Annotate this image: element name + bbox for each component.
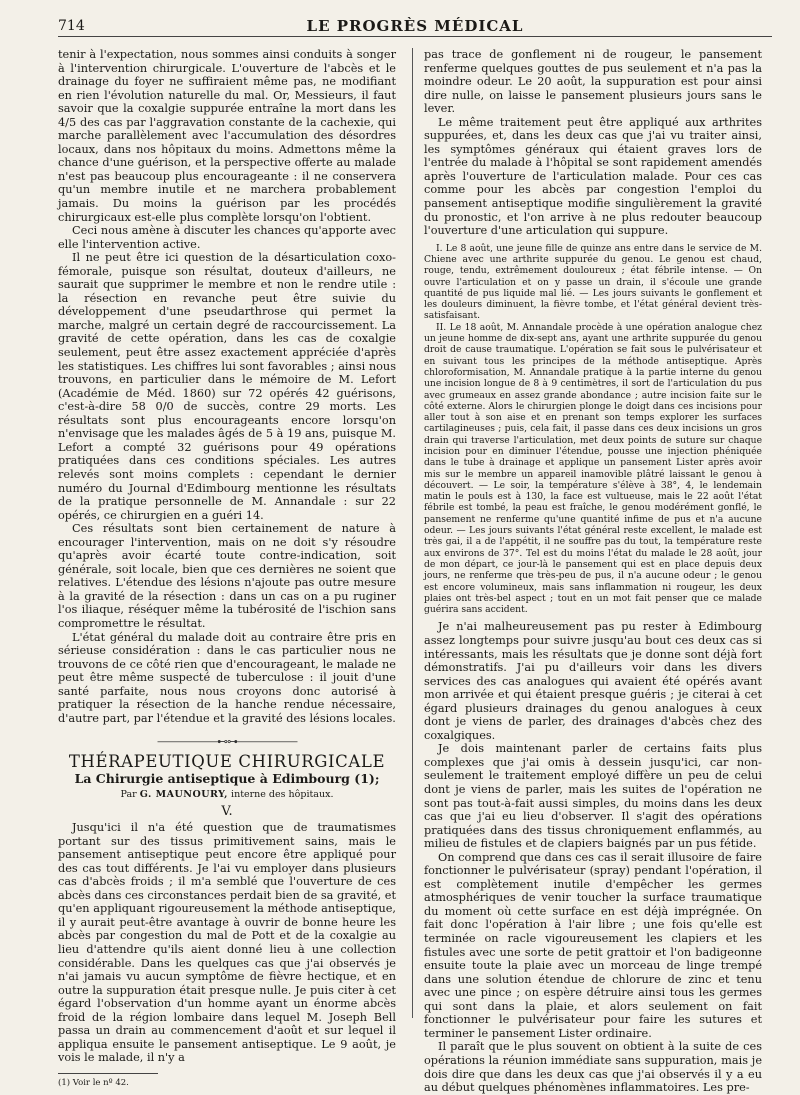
left-column bbox=[58, 48, 396, 1090]
paragraph: tenir à l'expectation, nous sommes ainsi conduits à songer à l'intervention chirurgicale. L'ouverture de l'abcès et le drainage du foyer ne suffiraient même pas, ne modifiant en rien l'évolution naturelle du mal. Or, Messieurs, il faut savoir que la coxalgie suppurée entraîne la mort dans les 4/5 des cas par l'aggravation constante de la cachexie, qui marche parallèlement avec l'accumulation des désordres locaux, dans nos hôpitaux du moins. Admettons même la chance d'une guérison, et la perspective offerte au malade n'est pas beaucoup plus encourageante : il ne conservera qu'un membre inutile et ne marchera probablement jamais. Du moins la guérison par les procédés chirurgicaux est-elle plus complète lorsqu'on l'obtient. bbox=[58, 48, 396, 224]
journal-title: LE PROGRÈS MÉDICAL bbox=[306, 17, 524, 35]
paragraph: pas trace de gonflement ni de rougeur, le pansement renferme quelques gouttes de pus seulement et n'a pas la moindre odeur. Le 20 août, la suppuration est pour ainsi dire nulle, on laisse le pansement plusieurs jours sans le lever. bbox=[424, 48, 762, 116]
footnote: (1) Voir le nº 42. bbox=[58, 1077, 129, 1088]
paragraph: Je n'ai malheureusement pas pu rester à Edimbourg assez longtemps pour suivre jusqu'au bout ces deux cas si intéressants, mais les résultats que je donne sont déjà fort démonstratifs. J'ai pu d'ailleurs voir dans les divers services des cas analogues qui avaient été opérés avant mon arrivée et qui étaient presque guéris ; je citerai à cet égard plusieurs drainages du genou analogues à ceux dont je viens de parler, des drainages d'abcès chez des coxalgiques. bbox=[424, 620, 762, 742]
observation: I. Le 8 août, une jeune fille de quinze ans entre dans le service de M. Chiene avec une arthrite suppurée du genou. Le genou est chaud, rouge, tendu, extrêmement douloureux ; état fébrile intense. — On ouvre l'articulation et on y passe un drain, il s'écoule une grande quantité de pus liquide mal lié. — Les jours suivants le gonflement et les douleurs diminuent, la fièvre tombe, et l'état général devient très-satisfaisant. bbox=[424, 242, 762, 322]
paragraph: Le même traitement peut être appliqué aux arthrites suppurées, et, dans les deux cas que j'ai vu traiter ainsi, les symptômes généraux qui étaient graves lors de l'entrée du malade à l'hôpital se sont rapidement amendés après l'ouverture de l'articulation malade. Pour ces cas comme pour les abcès par congestion l'emploi du pansement antiseptique modifie singulièrement la gravité du pronostic, et l'on arrive à ne plus redouter beaucoup l'ouverture d'une articulation qui suppure. bbox=[424, 115, 762, 238]
byline bbox=[58, 788, 396, 802]
paragraph: On comprend que dans ces cas il serait illusoire de faire fonctionner le pulvérisateur (spray) pendant l'opération, il est complètement inutile d'empêcher les germes atmosphériques de venir toucher la surface traumatique du moment où cette surface en est déjà imprégnée. On fait donc l'opération à l'air libre ; une fois qu'elle est terminée on racle vigoureusement les clapiers et les fistules avec une sorte de petit grattoir et l'on badigeonne ensuite toute la plaie avec un morceau de linge trempé dans une solution étendue de chlorure de zinc et tenu avec une pince ; on espère détruire ainsi tous les germes qui sont dans la plaie, et alors seulement on fait fonctionner le pulvérisateur pour faire les sutures et terminer le pansement Lister ordinaire. bbox=[424, 850, 762, 1040]
part-number: V. bbox=[221, 803, 233, 819]
right-column bbox=[424, 48, 762, 1095]
byline-suffix: interne des hôpitaux. bbox=[231, 788, 334, 800]
page-number: 714 bbox=[58, 18, 85, 34]
article-title-text: La Chirurgie antiseptique à Edimbourg bbox=[74, 771, 350, 787]
paragraph: Ces résultats sont bien certainement de nature à encourager l'intervention, mais on ne doit s'y résoudre qu'après avoir écarté toute contre-indication, soit générale, soit locale, bien que ces dernières ne soient que relatives. L'étendue des lésions n'ajoute pas outre mesure à la gravité de la résection : dans un cas on a pu ruginer l'os iliaque, réséquer même la tubérosité de l'ischion sans compromettre le résultat. bbox=[58, 522, 396, 630]
column-divider bbox=[412, 48, 413, 1018]
paragraph: Jusqu'ici il n'a été question que de traumatismes portant sur des tissus primitivement sains, mais le pansement antiseptique peut encore être appliqué pour des cas tout différents. Je l'ai vu employer dans plusieurs cas d'abcès froids ; il m'a semblé que l'ouverture de ces abcès dans ces circonstances perdait bien de sa gravité, et qu'en appliquant rigoureusement la méthode antiseptique, il y aurait peut-être avantage à ouvrir de bonne heure les abcès par congestion du mal de Pott et de la coxalgie au lieu d'attendre qu'ils aient donné lieu à une collection considérable. Dans les quelques cas que j'ai observés je n'ai jamais vu aucun symptôme de fièvre hectique, et en outre la suppuration était presque nulle. Je puis citer à cet égard l'observation d'un homme ayant un énorme abcès froid de la région lombaire dans lequel M. Joseph Bell passa un drain au commencement d'août et sur lequel il appliqua ensuite le pansement antiseptique. Le 9 août, je vois le malade, il n'y a bbox=[58, 821, 396, 1065]
footnote-marker: (1); bbox=[354, 771, 380, 787]
paragraph: Je dois maintenant parler de certains faits plus complexes que j'ai omis à dessein jusqu'ici, car non-seulement le traitement employé diffère un peu de celui dont je viens de parler, mais les suites de l'opération ne sont pas tout-à-fait aussi simples, du moins dans les deux cas que j'ai eu lieu d'observer. Il s'agit des opérations pratiquées dans des tissus chroniquement enflammés, au milieu de fistules et de clapiers baignés par un pus fétide. bbox=[424, 742, 762, 851]
section-ornament: ——————⊷⊶—————— bbox=[157, 735, 297, 749]
paragraph: Il paraît que le plus souvent on obtient à la suite de ces opérations la réunion immédiate sans suppuration, mais je dois dire que dans les deux cas que j'ai observés il y a eu au début quelques phénomènes inflammatoires. Les pre- bbox=[424, 1040, 762, 1095]
observations bbox=[424, 243, 762, 616]
observation: II. Le 18 août, M. Annandale procède à une opération analogue chez un jeune homme de dix-sept ans, ayant une arthrite suppurée du genou droit de cause traumatique. L'opération se fait sous le pulvérisateur et en suivant tous les principes de la méthode antiseptique. Après chloroformisation, M. Annandale pratique à la partie interne du genou une incision longue de 8 à 9 centimètres, il sort de l'articulation du pus avec grumeaux en assez grande abondance ; autre incision faite sur le côté externe. Alors le chirurgien plonge le doigt dans ces incisions pour aller tout à son aise et en prenant son temps explorer les surfaces cartilagineuses ; puis, cela fait, il passe dans ces deux incisions un gros drain qui traverse l'articulation, met deux points de suture sur chaque incision pour en diminuer l'étendue, pousse une injection phéniquée dans le tube à drainage et applique un pansement Lister après avoir mis sur le membre un appareil inamovible plâtré laissant le genou à découvert. — Le soir, la température s'élève à 38°, 4, le lendemain matin le pouls est à 130, la face est vultueuse, mais le 22 août l'état fébrile est tombé, la peau est fraîche, le genou modérément gonflé, le pansement ne renferme qu'une quantité infime de pus et n'a aucune odeur. — Les jours suivants l'état général reste excellent, le malade est très gai, il a de l'appétit, il ne souffre pas du tout, la température reste aux environs de 37°. Tel est du moins l'état du malade le 28 août, jour de mon départ, ce jour-là le pansement qui est en place depuis deux jours, ne renferme que très-peu de pus, il n'a aucune odeur ; le genou est encore volumineux, mais sans inflammation ni rougeur, les deux plaies ont très-bel aspect ; tout en un mot fait penser que ce malade guérira sans accident. bbox=[424, 321, 762, 616]
section-heading: THÉRAPEUTIQUE CHIRURGICALE bbox=[68, 751, 386, 771]
paragraph: Ceci nous amène à discuter les chances qu'apporte avec elle l'intervention active. bbox=[58, 224, 396, 251]
paragraph: Il ne peut être ici question de la désarticulation coxo-fémorale, puisque son résultat, douteux d'ailleurs, ne saurait que supprimer le membre et non le rendre utile : la résection en revanche peut être suivie du développement d'une pseudarthrose qui permet la marche, malgré un certain degré de raccourcissement. La gravité de cette opération, dans les cas de coxalgie seulement, peut être assez exactement appréciée d'après les statistiques. Les chiffres lui sont favorables ; ainsi nous trouvons, en particulier dans le mémoire de M. Lefort (Académie de Méd. 1860) sur 72 opérés 42 guérisons, c'est-à-dire 58 0/0 de succès, contre 29 morts. Les résultats sont plus encourageants encore lorsqu'on n'envisage que les malades âgés de 5 à 19 ans, puisque M. Lefort a compté 32 guérisons pour 49 opérations pratiquées dans ces conditions spéciales. Les autres relevés sont moins complets : cependant le dernier numéro du Journal d'Edimbourg mentionne les résultats de la pratique personnelle de M. Annandale : sur 22 opérés, ce chirurgien en a guéri 14. bbox=[58, 251, 396, 522]
footnote-rule bbox=[58, 1073, 158, 1074]
byline-author: G. MAUNOURY, bbox=[139, 788, 228, 800]
article-title bbox=[58, 772, 396, 786]
paragraph: L'état général du malade doit au contraire être pris en sérieuse considération : dans le cas particulier nous ne trouvons de ce côté rien que d'encourageant, le malade ne peut être même suspecté de tuberculose : il jouit d'une santé parfaite, nous nous croyons donc autorisé à pratiquer la résection de la hanche rendue nécessaire, d'autre part, par l'étendue et la gravité des lésions locales. bbox=[58, 630, 396, 725]
byline-prefix: Par bbox=[120, 788, 137, 800]
page-header bbox=[58, 14, 772, 37]
